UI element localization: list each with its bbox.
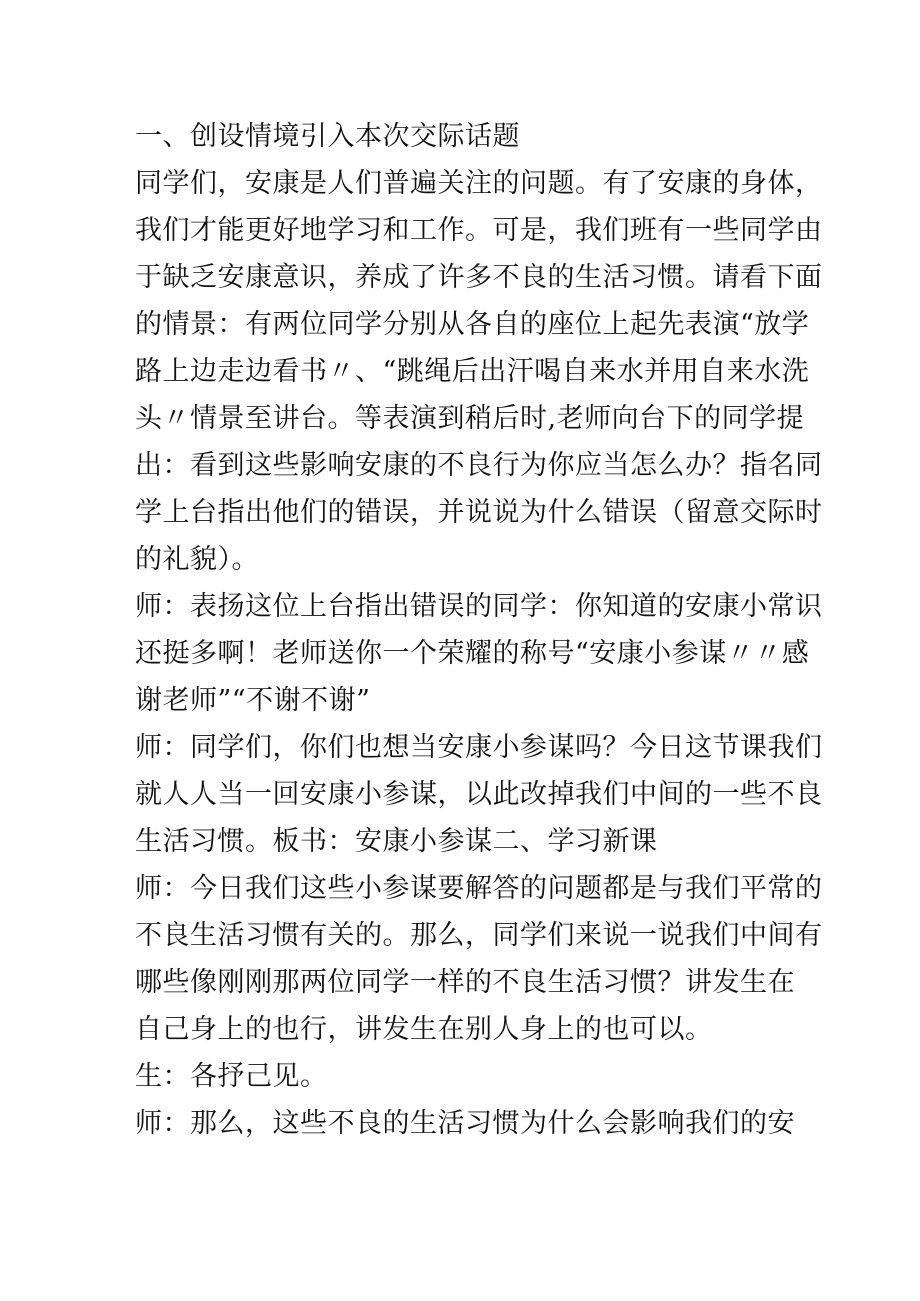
text-line: 不良生活习惯有关的。那么，同学们来说一说我们中间有 [135,920,823,951]
text-line: 师：那么，这些不良的生活习惯为什么会影响我们的安 [135,1108,795,1139]
text-line: 学上台指出他们的错误，并说说为什么错误（留意交际时 [135,497,823,528]
document-body [135,113,823,1147]
text-line: 出：看到这些影响安康的不良行为你应当怎么办？指名同 [135,450,823,481]
text-line: 就人人当一回安康小参谋，以此改掉我们中间的一些不良 [135,779,823,810]
text-line: 生：各抒己见。 [135,1061,328,1092]
text-line: 同学们，安康是人们普遍关注的问题。有了安康的身体， [135,168,823,199]
text-line: 师：同学们，你们也想当安康小参谋吗？今日这节课我们 [135,732,823,763]
text-line: 的情景：有两位同学分别从各自的座位上起先表演“放学 [135,309,810,340]
text-line: 路上边走边看书〃、“跳绳后出汗喝自来水并用自来水洗 [135,356,810,387]
text-line: 的礼貌）。 [135,544,259,575]
text-line: 自己身上的也行，讲发生在别人身上的也可以。 [135,1014,713,1045]
text-line: 还挺多啊！老师送你一个荣耀的称号“安康小参谋〃〃感 [135,638,810,669]
text-line: 哪些像刚刚那两位同学一样的不良生活习惯？讲发生在 [135,967,795,998]
text-line: 谢老师”“不谢不谢” [135,685,371,716]
text-line: 生活习惯。板书：安康小参谋二、学习新课 [135,826,658,857]
text-line: 我们才能更好地学习和工作。可是，我们班有一些同学由 [135,215,823,246]
section-heading: 一、创设情境引入本次交际话题 [135,121,520,152]
text-line: 师：今日我们这些小参谋要解答的问题都是与我们平常的 [135,873,823,904]
text-line: 师：表扬这位上台指出错误的同学：你知道的安康小常识 [135,591,823,622]
text-line: 于缺乏安康意识，养成了许多不良的生活习惯。请看下面 [135,262,823,293]
text-line: 头〃情景至讲台。等表演到稍后时,老师向台下的同学提 [135,403,805,434]
